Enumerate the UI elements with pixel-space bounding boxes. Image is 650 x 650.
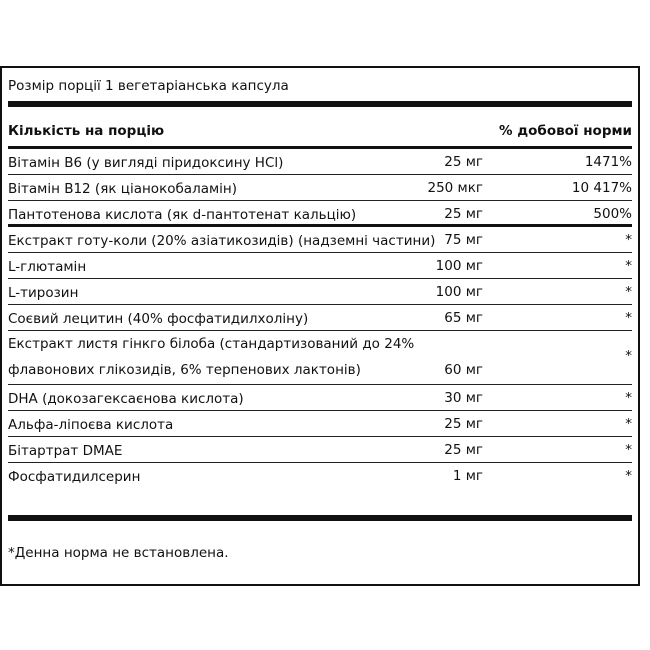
nutrient-daily-value: 1471% [584,154,632,170]
table-row [8,201,632,227]
table-row [8,463,632,489]
amount-per-serving-heading: Кількість на порцію [8,123,165,139]
nutrient-daily-value: 500% [593,206,632,222]
nutrient-name: Фосфатидилсерин [8,469,141,485]
nutrient-name: Пантотенова кислота (як d-пантотенат кальцію) [8,207,357,223]
nutrient-daily-value: * [625,284,632,300]
serving-size: Розмір порції 1 вегетаріанська капсула [8,78,289,94]
nutrient-amount: 25 мг [444,206,483,222]
nutrient-amount: 100 мг [435,284,483,300]
footnote: *Денна норма не встановлена. [8,545,229,561]
nutrient-daily-value: * [625,468,632,484]
table-row [8,437,632,463]
bottom-divider [8,515,632,521]
nutrient-amount: 30 мг [444,390,483,406]
nutrient-daily-value: * [625,390,632,406]
nutrient-daily-value: * [625,232,632,248]
daily-value-heading: % добової норми [498,123,632,139]
nutrient-daily-value: * [625,442,632,458]
nutrient-name: Вітамін B6 (у вигляді піридоксину HCl) [8,155,284,171]
nutrient-amount: 25 мг [444,416,483,432]
supplement-facts-panel [0,66,640,586]
nutrient-name: Вітамін B12 (як ціанокобаламін) [8,181,238,197]
nutrient-name: Бітартрат DMAE [8,443,123,459]
nutrient-daily-value: * [625,258,632,274]
nutrient-amount: 25 мг [444,442,483,458]
nutrient-name: Екстракт листя гінкго білоба (стандартизований до 24% флавонових глікозидів, 6% терпенових лактонів) [8,336,415,378]
table-row [8,149,632,175]
nutrient-amount: 250 мкг [427,180,483,196]
table-row [8,385,632,411]
nutrient-amount: 1 мг [452,468,483,484]
table-row [8,279,632,305]
nutrient-daily-value: * [625,310,632,326]
table-row [8,411,632,437]
table-header [8,123,632,145]
nutrient-daily-value: * [625,348,632,364]
nutrient-daily-value: 10 417% [571,180,632,196]
nutrient-amount: 100 мг [435,258,483,274]
nutrient-daily-value: * [625,416,632,432]
nutrient-amount: 75 мг [444,232,483,248]
table-row [8,305,632,331]
table-row [8,227,632,253]
nutrient-amount: 25 мг [444,154,483,170]
nutrient-name: L-тирозин [8,285,79,301]
nutrient-table [8,149,632,489]
nutrient-name: Альфа-ліпоєва кислота [8,417,174,433]
table-row [8,175,632,201]
nutrient-name: DHA (докозагексаєнова кислота) [8,391,244,407]
nutrient-amount: 60 мг [444,362,483,378]
nutrient-amount: 65 мг [444,310,483,326]
top-divider [8,101,632,107]
table-row [8,253,632,279]
nutrient-name: L-глютамін [8,259,87,275]
nutrient-name: Соєвий лецитин (40% фосфатидилхоліну) [8,311,309,327]
table-row [8,331,632,385]
nutrient-name: Екстракт готу-коли (20% азіатикозидів) (надземні частини) [8,233,436,249]
